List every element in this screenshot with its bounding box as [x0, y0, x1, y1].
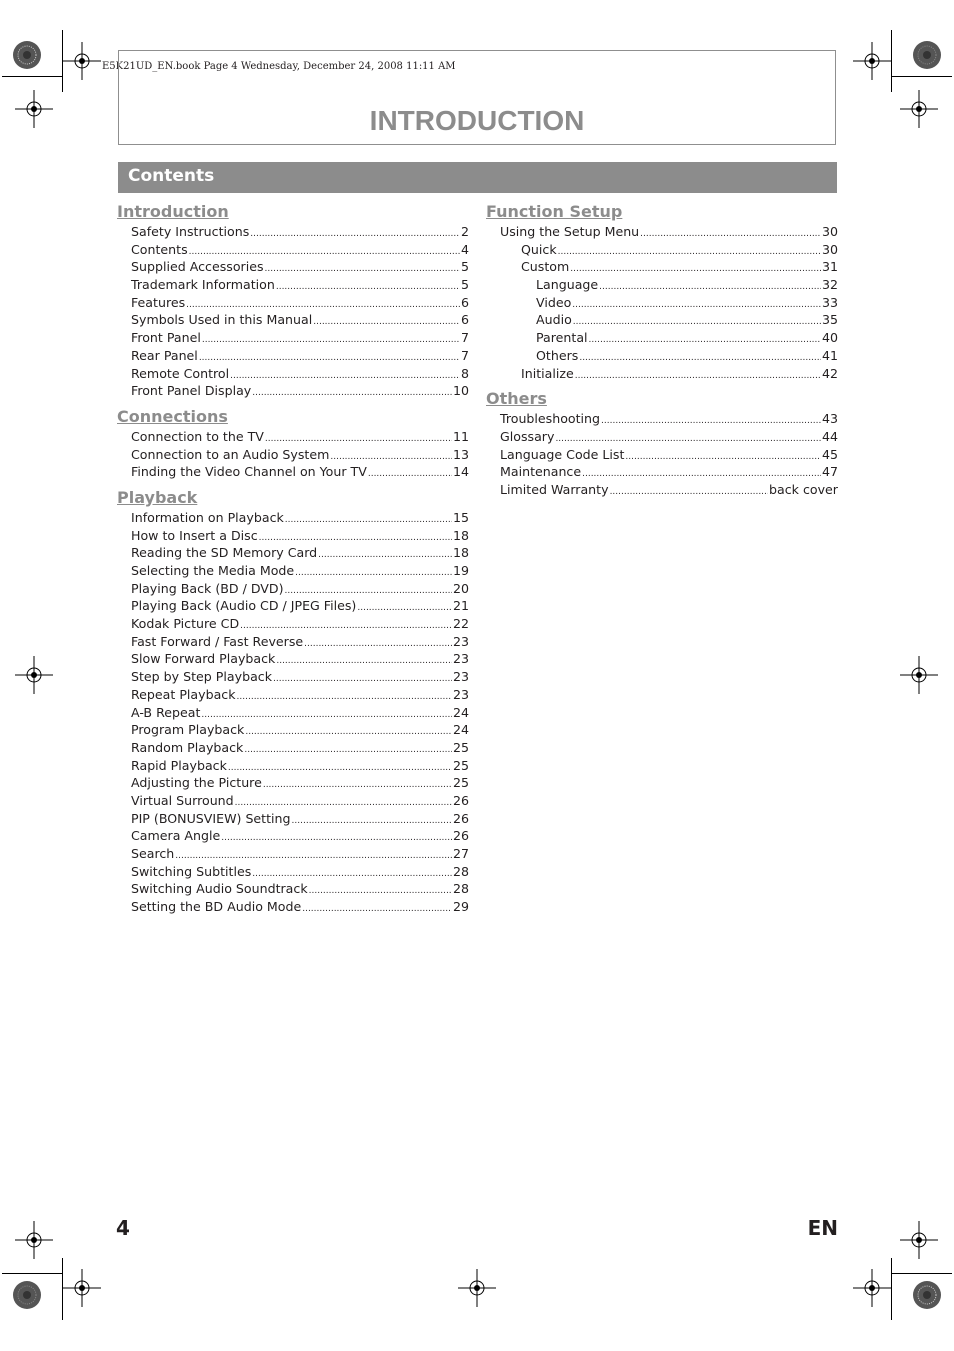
toc-entry-page: 28 — [452, 881, 469, 897]
crosshair-mark-icon — [15, 90, 53, 128]
toc-entry-label: Playing Back (BD / DVD) — [131, 580, 284, 596]
toc-entry[interactable] — [486, 294, 838, 312]
toc-entry-page: 5 — [460, 277, 469, 293]
toc-entry-label: Rear Panel — [131, 347, 198, 363]
crosshair-mark-icon — [900, 656, 938, 694]
toc-entry[interactable] — [117, 446, 469, 464]
toc-right-column — [486, 201, 838, 499]
toc-entry[interactable] — [117, 615, 469, 633]
dot-leader — [318, 547, 452, 565]
crosshair-mark-icon — [15, 656, 53, 694]
toc-entry[interactable] — [486, 329, 838, 347]
crosshair-mark-icon — [15, 1221, 53, 1259]
dot-leader — [313, 314, 460, 332]
toc-entry-label: Camera Angle — [131, 828, 221, 844]
dot-leader — [573, 314, 821, 332]
dot-leader — [625, 449, 821, 467]
toc-entry[interactable] — [117, 880, 469, 898]
section-title: Contents — [128, 166, 215, 186]
toc-entry-page: 28 — [452, 863, 469, 879]
toc-entry-page: 6 — [460, 294, 469, 310]
dot-leader — [263, 777, 452, 795]
toc-entry-page: 25 — [452, 757, 469, 773]
toc-entry[interactable] — [117, 845, 469, 863]
dot-leader — [589, 332, 821, 350]
toc-entry-page: 30 — [821, 224, 838, 239]
toc-entry-label: Slow Forward Playback — [131, 651, 276, 667]
toc-entry-label: Initialize — [521, 365, 574, 381]
dot-leader — [221, 830, 452, 848]
toc-entry-label: Language — [536, 277, 599, 293]
toc-entry-page: 30 — [821, 241, 838, 257]
toc-entry[interactable] — [117, 668, 469, 686]
toc-entry[interactable] — [117, 258, 469, 276]
toc-entry-label: Others — [536, 347, 579, 363]
toc-entry[interactable] — [117, 463, 469, 481]
toc-entry-page: 23 — [452, 651, 469, 667]
trim-line — [891, 1258, 892, 1320]
toc-entry-label: Kodak Picture CD — [131, 616, 240, 632]
toc-entry[interactable] — [117, 428, 469, 446]
toc-entry-page: 20 — [452, 580, 469, 596]
toc-entry-label: Rapid Playback — [131, 757, 227, 773]
toc-entry-label: Step by Step Playback — [131, 669, 272, 685]
toc-entry-page: 23 — [452, 633, 469, 649]
toc-entry-page: 13 — [452, 446, 469, 462]
toc-entry-page: 14 — [452, 464, 469, 480]
toc-entry-page: 25 — [452, 739, 469, 755]
toc-entry-page: 43 — [821, 411, 838, 427]
toc-entry-page: 11 — [452, 428, 469, 444]
toc-entry-page: 44 — [821, 428, 838, 444]
toc-entry[interactable] — [117, 347, 469, 365]
toc-entry[interactable] — [117, 527, 469, 545]
toc-entry-label: Using the Setup Menu — [500, 224, 640, 239]
dot-leader — [230, 368, 460, 386]
toc-entry[interactable] — [486, 258, 838, 276]
toc-entry-page: 4 — [460, 241, 469, 257]
toc-group-heading[interactable]: Connections — [117, 406, 228, 426]
dot-leader — [610, 484, 768, 502]
toc-entry[interactable] — [117, 329, 469, 347]
toc-entry-label: Safety Instructions — [131, 224, 250, 239]
toc-left-column — [117, 201, 469, 916]
dot-leader — [292, 813, 452, 831]
toc-entry[interactable] — [486, 428, 838, 446]
toc-entry-page: 22 — [452, 616, 469, 632]
dot-leader — [357, 600, 452, 618]
toc-entry-label: Adjusting the Picture — [131, 775, 262, 791]
toc-entry-page: 47 — [821, 464, 838, 480]
toc-entry-page: 26 — [452, 828, 469, 844]
toc-entry-page: 41 — [821, 347, 838, 363]
toc-entry[interactable] — [117, 562, 469, 580]
toc-entry[interactable] — [117, 365, 469, 383]
toc-entry-label: Custom — [521, 259, 570, 275]
toc-entry-page: 24 — [452, 722, 469, 738]
toc-entry[interactable] — [486, 311, 838, 329]
toc-entry[interactable] — [117, 276, 469, 294]
toc-entry[interactable] — [486, 463, 838, 481]
dot-leader — [250, 226, 460, 244]
toc-entry-label: Audio — [536, 312, 572, 328]
toc-entry[interactable] — [117, 792, 469, 810]
toc-entry-page: 19 — [452, 563, 469, 578]
toc-group-heading[interactable]: Others — [486, 389, 547, 409]
title-box — [118, 50, 836, 145]
toc-entry-label: Repeat Playback — [131, 686, 236, 702]
page-number: 4 — [116, 1216, 130, 1240]
toc-entry-label: Program Playback — [131, 722, 245, 738]
toc-entry-label: Language Code List — [500, 446, 625, 462]
toc-entry[interactable] — [117, 509, 469, 527]
toc-entry-label: Front Panel — [131, 330, 201, 346]
toc-entry-page: 26 — [452, 810, 469, 826]
toc-entry-label: Reading the SD Memory Card — [131, 545, 318, 561]
toc-entry-page: 45 — [821, 446, 838, 462]
toc-entry[interactable] — [117, 757, 469, 775]
toc-entry-label: Fast Forward / Fast Reverse — [131, 633, 304, 649]
dot-leader — [285, 512, 452, 530]
toc-entry[interactable] — [117, 863, 469, 881]
trim-line — [62, 1258, 63, 1320]
toc-entry[interactable] — [117, 241, 469, 259]
dot-leader — [276, 279, 460, 297]
toc-entry-label: Information on Playback — [131, 509, 284, 525]
toc-entry[interactable] — [486, 446, 838, 464]
toc-entry-label: Front Panel Display — [131, 383, 252, 399]
toc-entry-label: Features — [131, 294, 186, 310]
toc-entry-label: Symbols Used in this Manual — [131, 312, 313, 328]
starburst-mark-icon — [12, 40, 42, 70]
toc-entry-label: Search — [131, 846, 175, 861]
toc-entry-label: Troubleshooting — [500, 411, 601, 427]
toc-entry-label: PIP (BONUSVIEW) Setting — [131, 810, 291, 826]
toc-entry[interactable] — [117, 898, 469, 916]
page-title: INTRODUCTION — [369, 105, 585, 136]
trim-line — [891, 30, 892, 92]
crosshair-mark-icon — [853, 1269, 891, 1307]
toc-entry-label: Remote Control — [131, 365, 230, 381]
trim-line — [892, 76, 952, 77]
toc-entry-label: Switching Subtitles — [131, 863, 252, 879]
toc-entry-page: 26 — [452, 792, 469, 808]
dot-leader — [558, 244, 821, 262]
toc-entry[interactable] — [117, 311, 469, 329]
starburst-mark-icon — [912, 1280, 942, 1310]
toc-entry[interactable] — [486, 481, 838, 499]
toc-entry-label: Supplied Accessories — [131, 259, 264, 275]
language-code: EN — [807, 1216, 838, 1240]
crosshair-mark-icon — [853, 42, 891, 80]
toc-entry[interactable] — [486, 347, 838, 365]
toc-entry-label: Video — [536, 294, 572, 310]
dot-leader — [202, 332, 460, 350]
toc-entry-label: Maintenance — [500, 464, 582, 480]
toc-entry[interactable] — [117, 827, 469, 845]
dot-leader — [295, 565, 452, 583]
toc-entry-label: Connection to an Audio System — [131, 446, 330, 462]
toc-entry-page: 31 — [821, 259, 838, 275]
toc-entry-label: Selecting the Media Mode — [131, 563, 295, 578]
toc-entry-label: Contents — [131, 241, 188, 257]
toc-entry[interactable] — [117, 650, 469, 668]
toc-entry-page: 42 — [821, 365, 838, 381]
dot-leader — [572, 297, 821, 315]
toc-entry[interactable] — [117, 704, 469, 722]
crosshair-mark-icon — [900, 1221, 938, 1259]
toc-entry[interactable] — [486, 241, 838, 259]
dot-leader — [579, 350, 821, 368]
toc-entry[interactable] — [117, 294, 469, 312]
toc-entry-page: back cover — [769, 481, 838, 497]
trim-line — [2, 76, 62, 77]
crosshair-mark-icon — [63, 1269, 101, 1307]
toc-entry-label: Finding the Video Channel on Your TV — [131, 464, 367, 480]
starburst-mark-icon — [12, 1280, 42, 1310]
toc-entry-page: 21 — [452, 598, 469, 614]
toc-entry-label: Setting the BD Audio Mode — [131, 899, 302, 915]
dot-leader — [276, 653, 452, 671]
toc-entry-page: 25 — [452, 775, 469, 791]
toc-entry-page: 10 — [452, 383, 469, 399]
toc-entry-page: 15 — [452, 509, 469, 525]
trim-line — [892, 1273, 952, 1274]
dot-leader — [601, 413, 821, 431]
toc-entry-page: 18 — [452, 545, 469, 561]
toc-entry[interactable] — [117, 633, 469, 651]
toc-entry[interactable] — [117, 721, 469, 739]
toc-entry-page: 32 — [821, 277, 838, 293]
dot-leader — [640, 226, 821, 244]
toc-entry-page: 27 — [452, 846, 469, 861]
toc-entry-label: Playing Back (Audio CD / JPEG Files) — [131, 598, 357, 614]
toc-entry[interactable] — [117, 544, 469, 562]
toc-entry-label: Parental — [536, 330, 588, 346]
toc-entry-page: 23 — [452, 669, 469, 685]
toc-entry[interactable] — [117, 580, 469, 598]
toc-group-heading[interactable]: Playback — [117, 487, 198, 507]
dot-leader — [309, 883, 452, 901]
toc-entry-label: A-B Repeat — [131, 704, 201, 720]
toc-entry[interactable] — [117, 597, 469, 615]
toc-entry-page: 8 — [460, 365, 469, 381]
toc-entry[interactable] — [486, 276, 838, 294]
toc-entry[interactable] — [486, 223, 838, 241]
book-info-line: E5K21UD_EN.book Page 4 Wednesday, December 24, 2008 11:11 AM — [102, 61, 456, 72]
toc-entry[interactable] — [117, 774, 469, 792]
toc-entry-label: Random Playback — [131, 739, 244, 755]
dot-leader — [599, 279, 821, 297]
toc-entry-label: Virtual Surround — [131, 792, 234, 808]
crosshair-mark-icon — [900, 90, 938, 128]
dot-leader — [304, 636, 452, 654]
dot-leader — [368, 466, 452, 484]
toc-entry-page: 35 — [821, 312, 838, 328]
toc-entry-label: How to Insert a Disc — [131, 527, 258, 543]
toc-entry-page: 23 — [452, 686, 469, 702]
toc-entry-page: 7 — [460, 347, 469, 363]
toc-entry-label: Trademark Information — [131, 277, 275, 293]
toc-entry-page: 29 — [452, 899, 469, 915]
toc-entry-page: 2 — [460, 224, 469, 239]
toc-entry-page: 18 — [452, 527, 469, 543]
dot-leader — [245, 724, 452, 742]
toc-entry-page: 5 — [460, 259, 469, 275]
dot-leader — [302, 901, 452, 919]
dot-leader — [199, 350, 460, 368]
dot-leader — [273, 671, 452, 689]
toc-entry-page: 33 — [821, 294, 838, 310]
toc-entry-page: 40 — [821, 330, 838, 346]
toc-entry[interactable] — [117, 223, 469, 241]
toc-entry[interactable] — [117, 810, 469, 828]
toc-entry[interactable] — [486, 410, 838, 428]
toc-entry-label: Glossary — [500, 428, 555, 444]
dot-leader — [265, 261, 460, 279]
starburst-mark-icon — [912, 40, 942, 70]
dot-leader — [244, 742, 452, 760]
toc-group-heading[interactable]: Function Setup — [486, 202, 623, 221]
toc-entry-label: Switching Audio Soundtrack — [131, 881, 308, 897]
crosshair-mark-icon — [458, 1269, 496, 1307]
toc-entry[interactable] — [117, 686, 469, 704]
section-bar — [118, 162, 837, 193]
trim-line — [2, 1273, 62, 1274]
toc-entry-page: 6 — [460, 312, 469, 328]
toc-entry-page: 7 — [460, 330, 469, 346]
dot-leader — [575, 368, 821, 386]
toc-entry[interactable] — [486, 365, 838, 383]
dot-leader — [252, 385, 452, 403]
toc-entry-label: Limited Warranty — [500, 481, 609, 497]
toc-entry-page: 24 — [452, 704, 469, 720]
trim-line — [62, 30, 63, 92]
toc-entry[interactable] — [117, 739, 469, 757]
toc-entry-label: Connection to the TV — [131, 428, 264, 444]
toc-entry[interactable] — [117, 382, 469, 400]
toc-entry-label: Quick — [521, 241, 557, 257]
dot-leader — [570, 261, 821, 279]
toc-group-heading[interactable]: Introduction — [117, 202, 229, 221]
crosshair-mark-icon — [63, 42, 101, 80]
dot-leader — [237, 689, 452, 707]
